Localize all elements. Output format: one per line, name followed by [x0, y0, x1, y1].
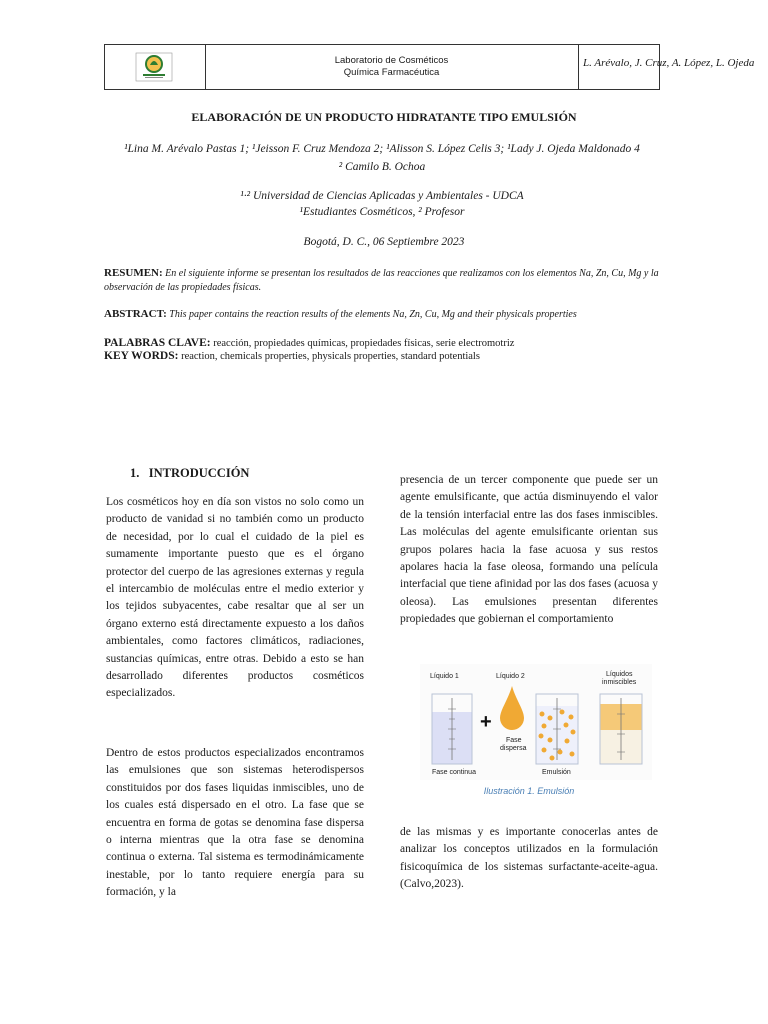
abstract-label: ABSTRACT: [104, 308, 167, 320]
key-words-text: reaction, chemicals properties, physicals properties, standard potentials [181, 351, 480, 362]
fig-label-liquido1: Líquido 1 [430, 673, 459, 680]
fig-label-dispersa: dispersa [500, 745, 527, 752]
fig-label-liquidos: Líquidos [606, 671, 633, 678]
logo-cell [105, 45, 206, 89]
affiliation-line-2: ¹Estudiantes Cosméticos, ² Profesor [299, 206, 465, 218]
lab-info-cell [205, 45, 579, 89]
authors [104, 140, 660, 176]
resumen-label: RESUMEN: [104, 267, 163, 279]
keywords [104, 337, 660, 363]
authors-line-1: ¹Lina M. Arévalo Pastas 1; ¹Jeisson F. Cruz Mendoza 2; ¹Alisson S. López Celis 3; ¹Lady J. Ojeda Maldonado 4 [124, 143, 640, 155]
intro-paragraph-4: de las mismas y es importante conocerlas antes de analizar los conceptos utilizados en la formulación fisicoquímica de los sistemas surfactante-aceite-agua. (Calvo,2023). [400, 826, 658, 891]
section-heading [130, 466, 249, 481]
section-title: INTRODUCCIÓN [148, 466, 250, 480]
fig-label-fase: Fase [506, 737, 522, 744]
fig-label-liquido2: Líquido 2 [496, 673, 525, 680]
header-table [104, 44, 755, 90]
intro-paragraph-1: Los cosméticos hoy en día son vistos no solo como un producto de vanidad si no también como un producto de necesidad, por lo cual el cuidado de la piel es sumamente importante puesto que es el órgano protector del cuerpo de las agresiones externas y regula el intercambio de moléculas entre el medio exterior y los tejidos subyacentes, cabe resaltar que al ser un órgano externo está directamente expuesto a los daños ambientales, como factores climáticos, radiaciones, sustancias químicas, entre otras. Debido a esto se han desarrollado diferentes productos cosméticos especializados. [106, 496, 364, 700]
intro-paragraph-2: Dentro de estos productos especializados encontramos las emulsiones que son sistemas heterodispersos constituidos por dos fases liquidas inmiscibles, uno de los cuales está dispersado en el otro. La fase que se encuentra en forma de gotas se denomina fase dispersa o interna mientras que la otra fase se denomina continua o externa. Tal sistema es termodinámicamente inestable, por lo tanto requiere energía para su formación, y la [106, 747, 364, 899]
program-name: Química Farmacéutica [343, 67, 440, 78]
plus-icon: + [480, 711, 492, 733]
lab-name: Laboratorio de Cosméticos [334, 55, 449, 66]
fig-label-fase-continua: Fase continua [432, 769, 476, 776]
fig-label-emulsion: Emulsión [542, 769, 571, 776]
key-words [104, 350, 660, 363]
fig-label-inmiscibles: inmiscibles [602, 679, 637, 686]
intro-paragraph-3: presencia de un tercer componente que puede ser un agente emulsificante, que actúa disminuyendo el valor de la tensión interfacial entre las dos fases inmiscibles. Las moléculas del agente emulsificante orientan sus grupos polares hacia la fase acuosa y sus restos apolares hacia la fase oleosa, formando una película interfacial que tiene afinidad por las dos fases (acuosa y oleosa). Las emulsiones presentan diferentes propiedades que gobiernan el comportamiento [400, 474, 658, 626]
abstract-text: This paper contains the reaction results of the elements Na, Zn, Cu, Mg and their physicals properties [169, 309, 577, 320]
affiliation [104, 188, 660, 220]
palabras-clave-text: reacción, propiedades químicas, propiedades físicas, serie electromotriz [213, 338, 515, 349]
resumen [104, 266, 660, 295]
immiscible-beaker-icon [600, 694, 642, 764]
figure-caption: Ilustración 1. Emulsión [483, 786, 575, 796]
abstract [104, 308, 660, 320]
palabras-clave [104, 337, 660, 350]
resumen-text: En el siguiente informe se presentan los resultados de las reacciones que realizamos con los elementos Na, Zn, Cu, Mg y la observación de las propiedades físicas. [104, 268, 659, 293]
date-line: Bogotá, D. C., 06 Septiembre 2023 [303, 236, 465, 248]
header-authors: L. Arévalo, J. Cruz, A. López, L. Ojeda [583, 57, 755, 69]
authors-line-2: ² Camilo B. Ochoa [338, 161, 426, 173]
emulsion-figure [420, 664, 652, 780]
palabras-clave-label: PALABRAS CLAVE: [104, 337, 211, 349]
key-words-label: KEY WORDS: [104, 350, 179, 362]
section-number: 1. [130, 466, 140, 480]
affiliation-line-1: ¹·² Universidad de Ciencias Aplicadas y Ambientales - UDCA [240, 190, 524, 202]
university-logo-icon [105, 45, 205, 89]
paper-title: ELABORACIÓN DE UN PRODUCTO HIDRATANTE TIPO EMULSIÓN [191, 110, 577, 124]
